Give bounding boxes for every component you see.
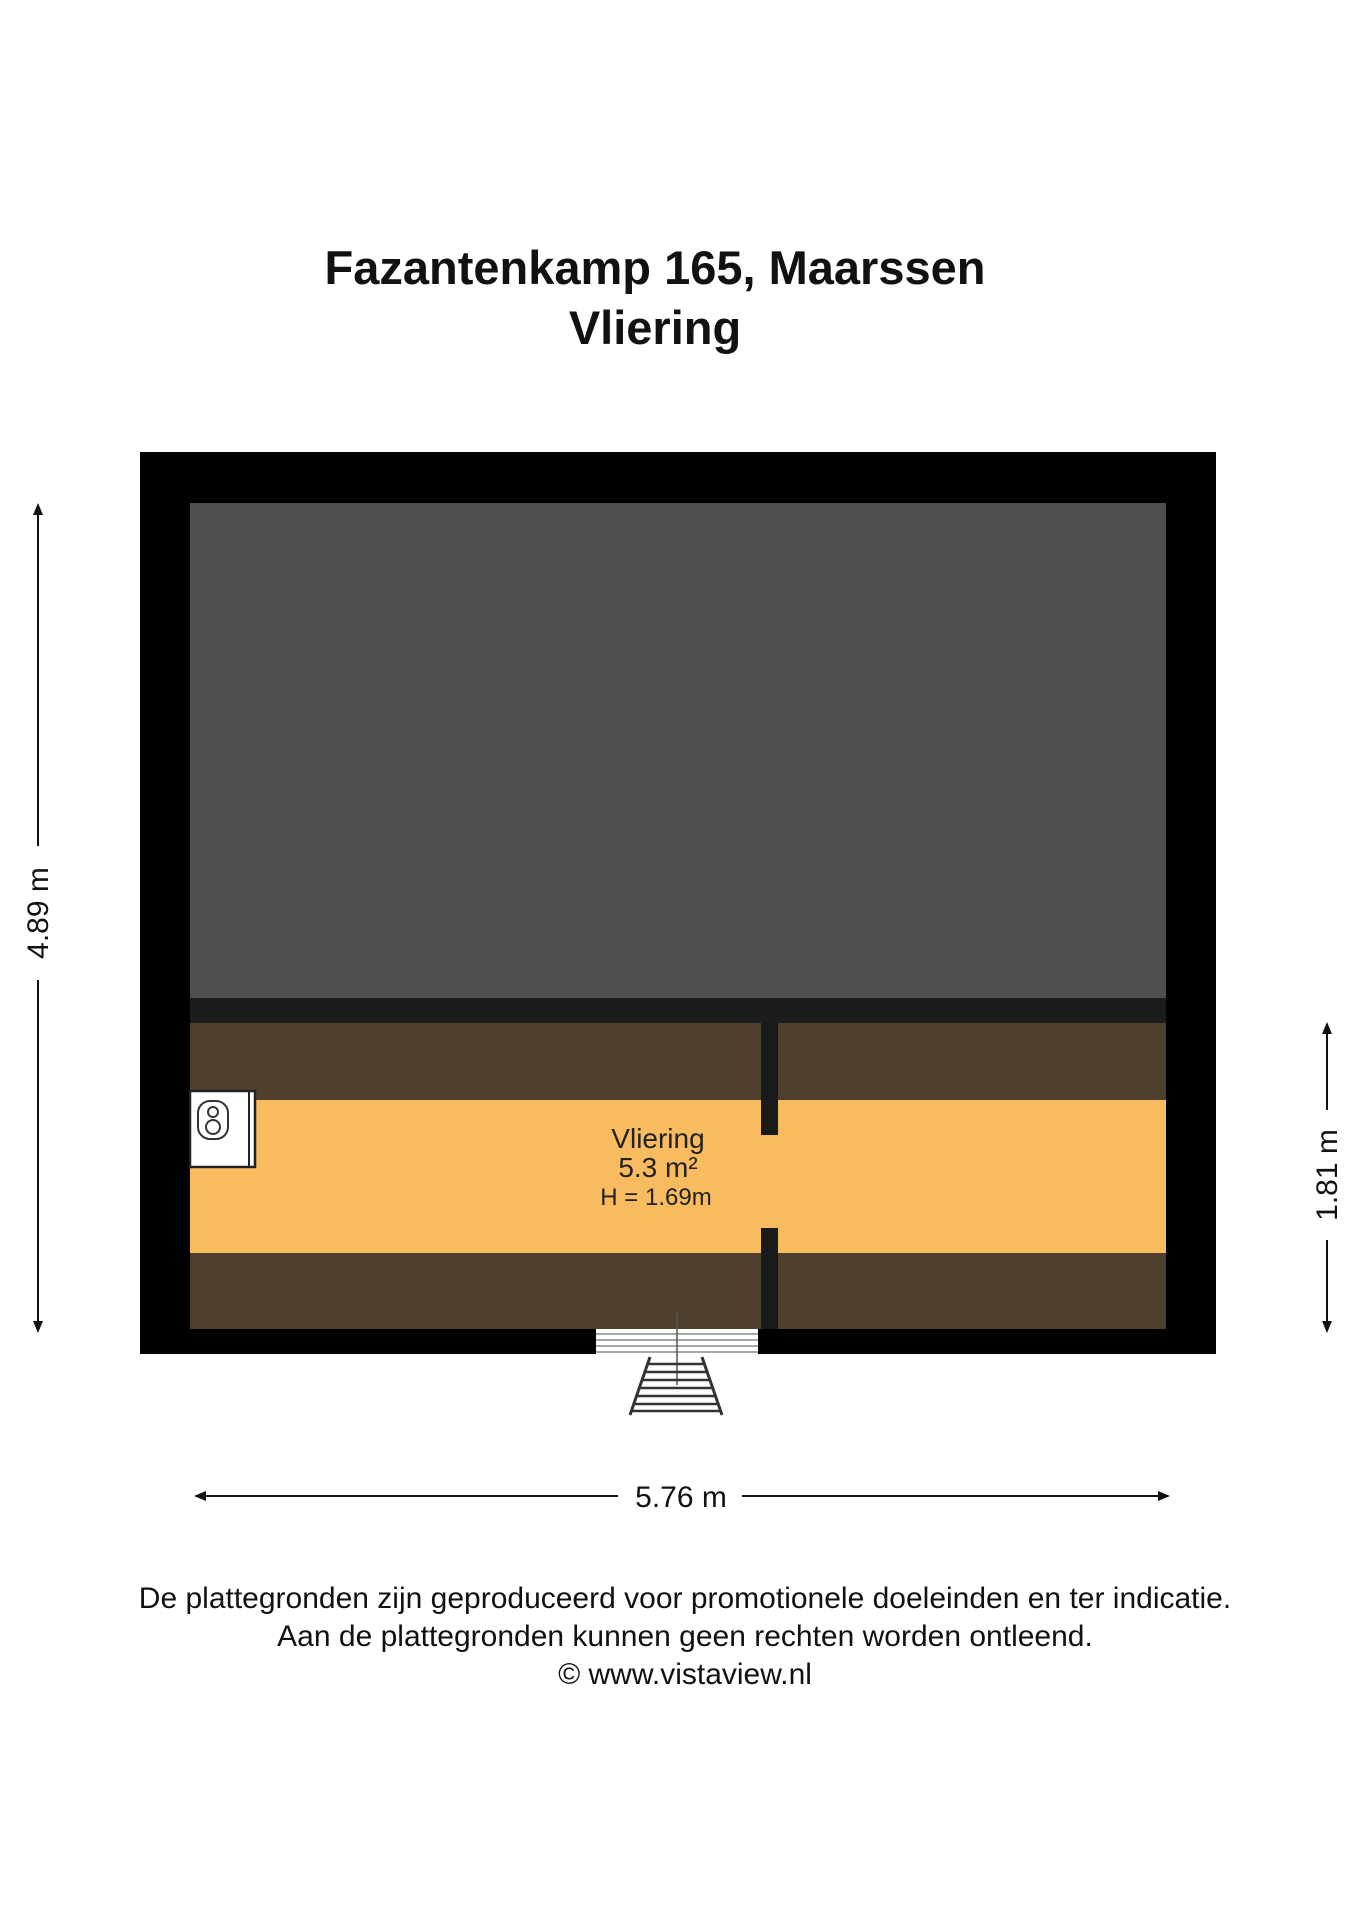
width-dimension-label: 5.76 m — [635, 1481, 727, 1514]
partition-wall-bottom — [761, 1228, 778, 1329]
disclaimer-line-2: Aan de plattegronden kunnen geen rechten worden ontleend. — [277, 1620, 1093, 1653]
void-area — [190, 503, 1166, 998]
low-ceiling-bottom — [190, 1253, 1166, 1329]
copyright-line: © www.vistaview.nl — [558, 1658, 812, 1691]
room-height-label: H = 1.69m — [600, 1184, 712, 1211]
low-ceiling-top — [190, 1023, 1166, 1100]
room-area-label: 5.3 m² — [618, 1152, 698, 1183]
boiler-icon — [190, 1091, 255, 1167]
void-edge — [190, 998, 1166, 1023]
address-title: Fazantenkamp 165, Maarssen — [324, 241, 986, 294]
room-name-label: Vliering — [611, 1123, 705, 1154]
floor-title: Vliering — [568, 301, 742, 354]
attic-ladder-icon — [630, 1357, 722, 1415]
depth-dimension-label: 4.89 m — [22, 867, 55, 959]
room-depth-dimension-label: 1.81 m — [1311, 1129, 1344, 1221]
disclaimer-line-1: De plattegronden zijn geproduceerd voor promotionele doeleinden en ter indicatie. — [138, 1582, 1232, 1615]
partition-wall-top — [761, 1023, 778, 1135]
